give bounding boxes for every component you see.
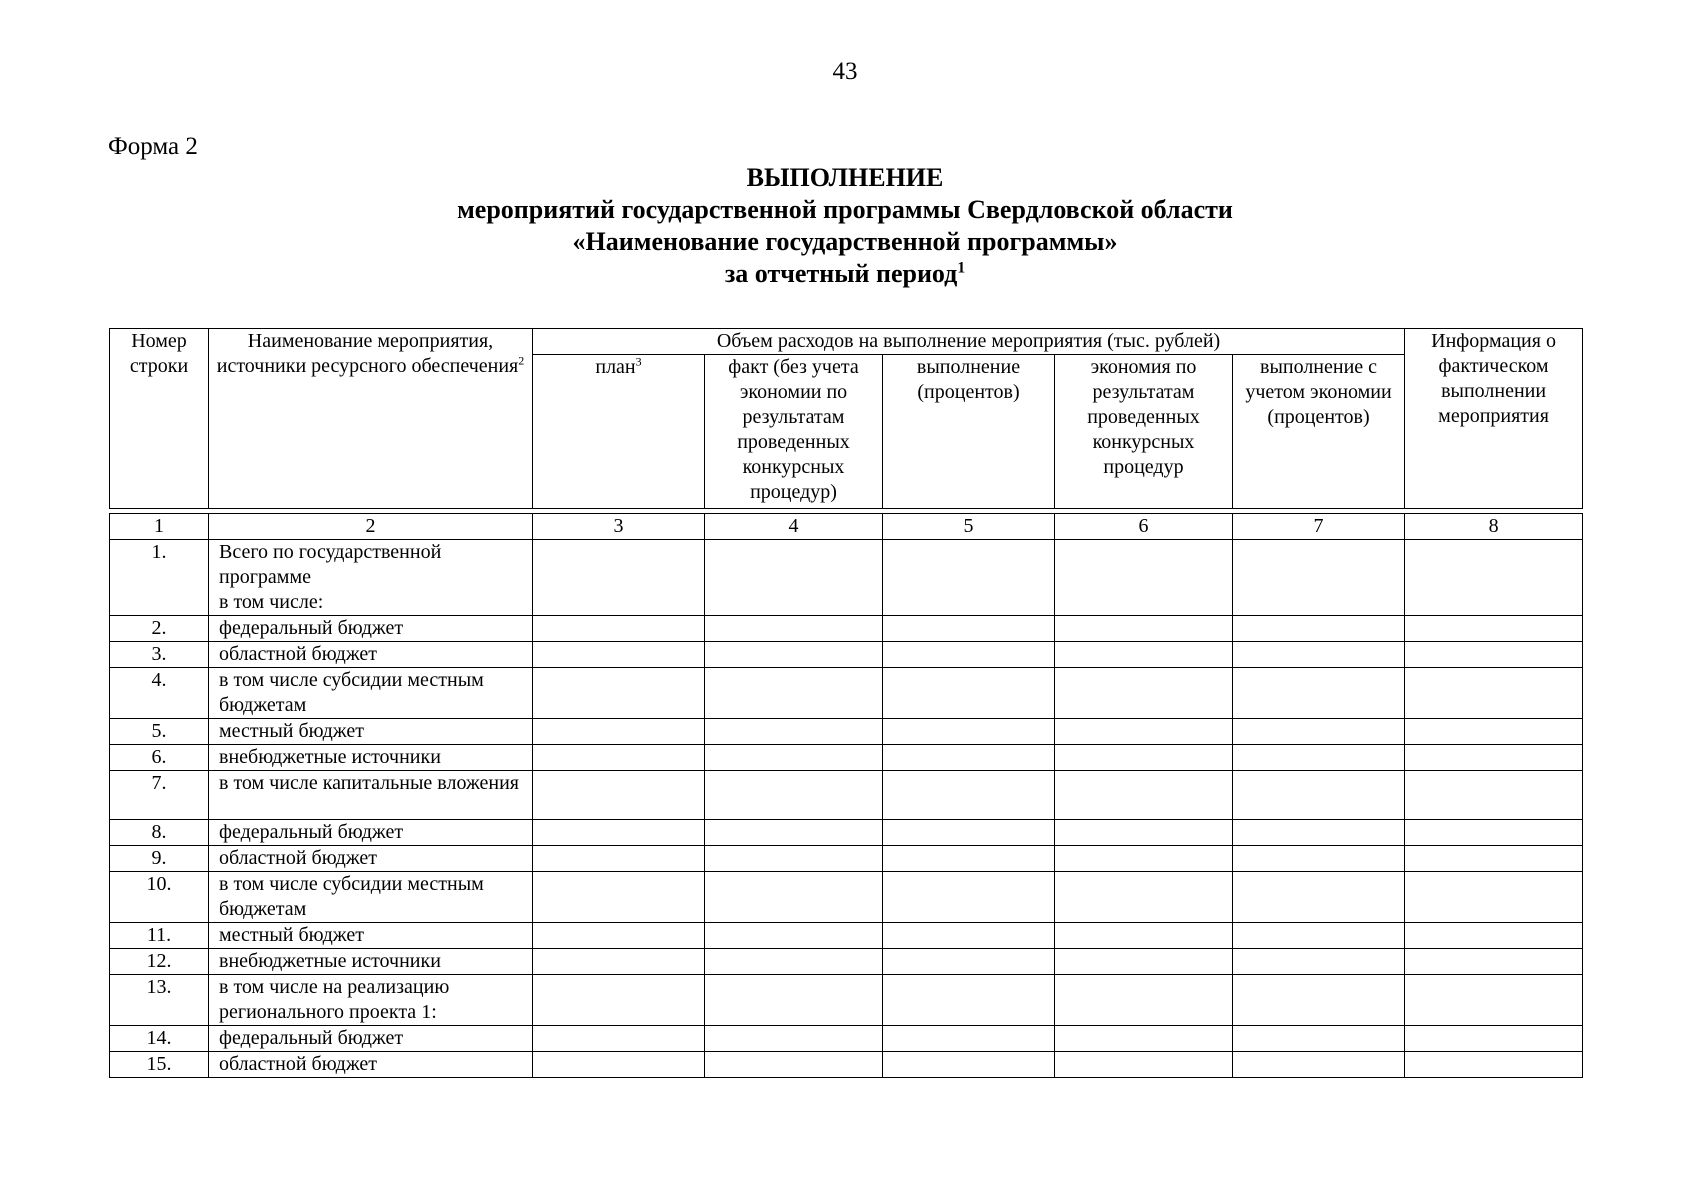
value-cell: [1405, 745, 1583, 771]
value-cell: [1055, 1052, 1233, 1078]
header-name-text: Наименование мероприятия, источники ресурсного обеспечения: [216, 330, 519, 377]
value-cell: [1233, 872, 1405, 923]
value-cell: [1055, 719, 1233, 745]
value-cell: [883, 1052, 1055, 1078]
value-cell: [705, 540, 883, 616]
value-cell: [533, 975, 705, 1026]
value-cell: [1233, 616, 1405, 642]
value-cell: [1055, 872, 1233, 923]
row-number-cell: 7.: [110, 771, 209, 820]
value-cell: [533, 540, 705, 616]
value-cell: [883, 846, 1055, 872]
value-cell: [705, 949, 883, 975]
table-row: [110, 846, 1583, 872]
value-cell: [883, 616, 1055, 642]
column-number-cell: 2: [209, 514, 533, 540]
value-cell: [533, 872, 705, 923]
table-row: [110, 642, 1583, 668]
value-cell: [1233, 820, 1405, 846]
value-cell: [705, 719, 883, 745]
value-cell: [883, 949, 1055, 975]
title-line-4-text: за отчетный период: [724, 259, 958, 288]
value-cell: [1055, 1026, 1233, 1052]
table-row: [110, 820, 1583, 846]
row-name-cell: областной бюджет: [209, 846, 533, 872]
value-cell: [1055, 846, 1233, 872]
value-cell: [1405, 719, 1583, 745]
column-number-cell: 4: [705, 514, 883, 540]
value-cell: [1055, 820, 1233, 846]
value-cell: [533, 719, 705, 745]
row-number-cell: 10.: [110, 872, 209, 923]
value-cell: [1233, 975, 1405, 1026]
header-fact: факт (без учета экономии по результатам проведенных конкурсных процедур): [705, 355, 883, 509]
value-cell: [1055, 668, 1233, 719]
header-completion: выполнение (процентов): [883, 355, 1055, 509]
value-cell: [1405, 872, 1583, 923]
table-row: [110, 540, 1583, 616]
column-number-cell: 7: [1233, 514, 1405, 540]
footnote-ref: 2: [518, 353, 525, 368]
value-cell: [705, 846, 883, 872]
title-line-2: мероприятий государственной программы Свердловской области: [457, 195, 1233, 224]
value-cell: [705, 642, 883, 668]
table-row: [110, 949, 1583, 975]
value-cell: [705, 668, 883, 719]
row-name-cell: областной бюджет: [209, 1052, 533, 1078]
value-cell: [705, 872, 883, 923]
value-cell: [1233, 1052, 1405, 1078]
value-cell: [1233, 771, 1405, 820]
value-cell: [883, 668, 1055, 719]
column-number-cell: 6: [1055, 514, 1233, 540]
value-cell: [1055, 975, 1233, 1026]
value-cell: [705, 616, 883, 642]
value-cell: [705, 923, 883, 949]
row-name-cell: федеральный бюджет: [209, 820, 533, 846]
title-line-1: ВЫПОЛНЕНИЕ: [746, 163, 944, 192]
row-number-cell: 8.: [110, 820, 209, 846]
value-cell: [883, 975, 1055, 1026]
title-line-3: «Наименование государственной программы»: [572, 227, 1118, 256]
table-row: [110, 616, 1583, 642]
value-cell: [1405, 1026, 1583, 1052]
row-number-cell: 5.: [110, 719, 209, 745]
value-cell: [883, 540, 1055, 616]
value-cell: [883, 923, 1055, 949]
table-row: [110, 923, 1583, 949]
report-table: [109, 328, 1582, 1078]
header-info: Информация о фактическом выполнении мероприятия: [1405, 329, 1583, 509]
column-number-cell: 1: [110, 514, 209, 540]
value-cell: [1233, 1026, 1405, 1052]
value-cell: [533, 616, 705, 642]
header-plan: [533, 355, 705, 509]
table-row: [110, 771, 1583, 820]
header-savings: экономия по результатам проведенных конкурсных процедур: [1055, 355, 1233, 509]
row-name-cell: федеральный бюджет: [209, 616, 533, 642]
value-cell: [1233, 745, 1405, 771]
document-title: [0, 162, 1690, 290]
row-number-cell: 1.: [110, 540, 209, 616]
row-number-cell: 15.: [110, 1052, 209, 1078]
table-row: [110, 975, 1583, 1026]
value-cell: [1055, 745, 1233, 771]
header-expenses-group: Объем расходов на выполнение мероприятия (тыс. рублей): [533, 329, 1405, 355]
table-body: [110, 509, 1583, 1078]
row-name-cell: в том числе капитальные вложения: [209, 771, 533, 820]
footnote-ref: 1: [957, 259, 966, 277]
row-name-cell: Всего по государственной программе в том числе:: [209, 540, 533, 616]
value-cell: [1055, 923, 1233, 949]
row-name-cell: в том числе субсидии местным бюджетам: [209, 668, 533, 719]
row-number-cell: 3.: [110, 642, 209, 668]
row-name-cell: внебюджетные источники: [209, 745, 533, 771]
value-cell: [1055, 642, 1233, 668]
value-cell: [1405, 949, 1583, 975]
row-name-cell: в том числе на реализацию регионального проекта 1:: [209, 975, 533, 1026]
header-plan-text: план: [595, 356, 636, 378]
value-cell: [1233, 923, 1405, 949]
value-cell: [1055, 540, 1233, 616]
row-name-cell: областной бюджет: [209, 642, 533, 668]
value-cell: [705, 975, 883, 1026]
header-completion-savings: выполнение с учетом экономии (процентов): [1233, 355, 1405, 509]
value-cell: [533, 771, 705, 820]
page-number: 43: [832, 58, 858, 85]
table-row: [110, 719, 1583, 745]
value-cell: [1405, 975, 1583, 1026]
value-cell: [1233, 668, 1405, 719]
row-name-cell: местный бюджет: [209, 719, 533, 745]
row-number-cell: 6.: [110, 745, 209, 771]
table-row: [110, 745, 1583, 771]
value-cell: [1055, 616, 1233, 642]
row-number-cell: 11.: [110, 923, 209, 949]
value-cell: [705, 1026, 883, 1052]
row-number-cell: 2.: [110, 616, 209, 642]
table-row: [110, 1026, 1583, 1052]
value-cell: [533, 923, 705, 949]
value-cell: [1233, 846, 1405, 872]
value-cell: [1405, 1052, 1583, 1078]
value-cell: [1055, 949, 1233, 975]
value-cell: [533, 949, 705, 975]
row-number-cell: 13.: [110, 975, 209, 1026]
value-cell: [533, 846, 705, 872]
value-cell: [883, 872, 1055, 923]
row-name-cell: внебюджетные источники: [209, 949, 533, 975]
value-cell: [705, 820, 883, 846]
column-number-cell: 3: [533, 514, 705, 540]
value-cell: [705, 771, 883, 820]
table-row: [110, 1052, 1583, 1078]
table-row: [110, 872, 1583, 923]
value-cell: [1405, 846, 1583, 872]
value-cell: [1233, 949, 1405, 975]
value-cell: [883, 719, 1055, 745]
value-cell: [1233, 642, 1405, 668]
column-number-cell: 8: [1405, 514, 1583, 540]
row-name-cell: федеральный бюджет: [209, 1026, 533, 1052]
value-cell: [533, 820, 705, 846]
value-cell: [883, 745, 1055, 771]
value-cell: [533, 668, 705, 719]
value-cell: [1405, 642, 1583, 668]
value-cell: [1233, 719, 1405, 745]
value-cell: [1405, 616, 1583, 642]
value-cell: [883, 642, 1055, 668]
column-number-cell: 5: [883, 514, 1055, 540]
table-row: [110, 668, 1583, 719]
value-cell: [1405, 923, 1583, 949]
header-row-number: Номер строки: [110, 329, 209, 509]
value-cell: [533, 642, 705, 668]
header-name: [209, 329, 533, 509]
value-cell: [1233, 540, 1405, 616]
value-cell: [705, 745, 883, 771]
value-cell: [883, 1026, 1055, 1052]
value-cell: [1405, 820, 1583, 846]
value-cell: [1405, 771, 1583, 820]
row-number-cell: 14.: [110, 1026, 209, 1052]
value-cell: [883, 771, 1055, 820]
row-name-cell: в том числе субсидии местным бюджетам: [209, 872, 533, 923]
value-cell: [883, 820, 1055, 846]
row-number-cell: 4.: [110, 668, 209, 719]
row-name-cell: местный бюджет: [209, 923, 533, 949]
row-number-cell: 12.: [110, 949, 209, 975]
form-label: Форма 2: [108, 133, 198, 160]
value-cell: [705, 1052, 883, 1078]
value-cell: [533, 745, 705, 771]
value-cell: [1405, 668, 1583, 719]
value-cell: [533, 1026, 705, 1052]
row-number-cell: 9.: [110, 846, 209, 872]
title-line-4: [0, 258, 1690, 290]
value-cell: [1405, 540, 1583, 616]
value-cell: [533, 1052, 705, 1078]
footnote-ref: 3: [635, 354, 642, 369]
value-cell: [1055, 771, 1233, 820]
column-number-row: [110, 514, 1583, 540]
